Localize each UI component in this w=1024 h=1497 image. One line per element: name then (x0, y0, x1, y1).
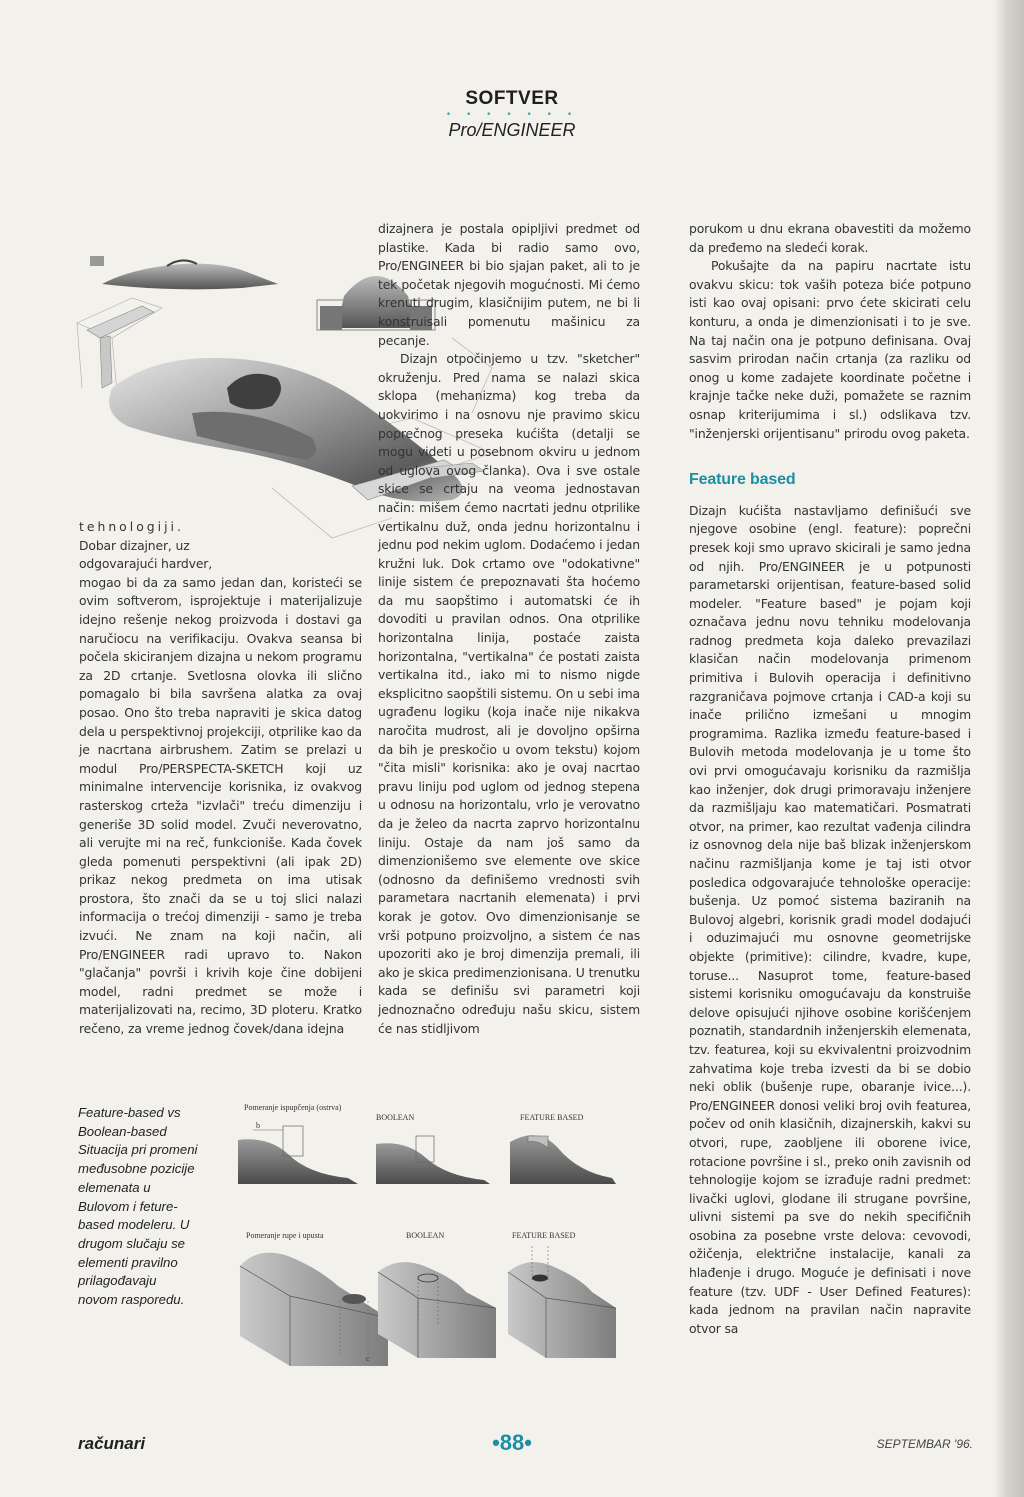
row1-mark: b (256, 1121, 260, 1130)
column1-line-2: Dobar dizajner, uz (79, 537, 190, 553)
article-column-2 (378, 220, 640, 1038)
row1-title: Pomeranje ispupčenja (ostrva) (244, 1103, 342, 1112)
page-edge-shadow (994, 0, 1024, 1497)
column1-body: mogao bi da za samo jedan dan, koristeći se ovim softverom, isprojektuje i materijalizuje idejno rešenje nekog proizvoda i dostavi ga naručiocu na verifikaciju. Ovakva seansa bi počela skiciranjem dizajna u nekom programu za 2D crtanje. Svetlosna olovka ili slično pomagalo bi bila savršena alatka za ovaj posao. Ono što treba napraviti je skica datog dela u perspektivnoj projekciji, otprilike kao da je nacrtana airbrushem. Zatim se prelazi u modul Pro/PERSPECTA-SKETCH koji uz minimalne intervencije korisnika, iz ovakvog rasterskog crteža "izvlači" treću dimenziju i generiše 3D solid model. Zvuči neverovatno, ali verujte mi na reč, funkcioniše. Kada čovek gleda pomenuti perspektivni (ali ipak 2D) prikaz nekog predmeta on ima utisak prostora, što znači da se u toj slici nalazi informacija o trećoj dimenziji - samo je treba izvući. Ne znam na koji način, ali Pro/ENGINEER radi upravo to. Nakon "glačanja" površi i krivih koje čine dobijeni model, radni predmet se može i materijalizovati na, recimo, 3D ploteru. Kratko rečeno, za vreme jednog čovek/dana idejna (79, 574, 362, 1037)
col-boolean-label-1: BOOLEAN (376, 1113, 415, 1122)
col-boolean-label-2: BOOLEAN (406, 1231, 445, 1240)
page-number: •88• (492, 1430, 532, 1455)
section-subtitle: Pro/ENGINEER (448, 120, 576, 140)
article-column-3 (689, 220, 971, 1338)
section-dots: • • • • • • • (445, 110, 579, 120)
feature-vs-boolean-diagram (228, 1096, 620, 1386)
col-feature-label-2: FEATURE BASED (512, 1231, 576, 1240)
column2-paragraph-2: Dizajn otpočinjemo u tzv. "sketcher" okruženju. Pred nama se nalazi skica sklopa (mehanizma) kog treba da uokvirimo i na osnovu nje pravimo skicu poprečnog preseka kućišta (detalji se mogu videti u posebnom okviru u jednom od uglova ovog članka). Ova i sve ostale skice se crtaju na veoma jednostavan način: mišem ćemo nacrtati jednu otprilike vertikalnu duž, onda jednu horizontalnu i jednu pod nekim uglom. Dodaćemo i jedan kružni luk. Dok crtamo ove "odokativne" linije sistem će prepoznavati šta hoćemo da mu saopštimo i automatski će ih dovoditi u pravilan odnos. Ona otprilike horizontalna linija, postaće zaista horizontalna, "vertikalna" će postati zaista vertikalna itd., iako mi to nismo nigde eksplicitno saopštili sistemu. On u sebi ima ugrađenu logiku (koja inače nije nikakva naročita mudrost, ali je dovoljno opširna da bih je preskočio u ovom tekstu) kojom "čita misli" korisnika: ako je ovaj nacrtao pravu liniju pod uglom od jednog stepena u odnosu na horizontalu, vrlo je verovatno da je želeo da nacrta zaprvo horizontalnu liniju. Ostaje da nam još samo da dimenzionišemo sve elemente ove skice (odnosno da definišemo vrednosti svih parametara nacrtanih elemenata) i prvi korak je gotov. Ovo dimenzionisanje se vrši potpuno proizvoljno, a sistem će nas upozoriti ako je broj dimenzija premali, ili ako je skica predimenzionisana. U trenutku kada se definišu svi parametri koji jednoznačno određuju našu skicu, sistem će nas stidljivom (378, 351, 640, 1036)
row2-mark: c (366, 1354, 370, 1363)
row2-boolean (378, 1262, 496, 1358)
car-side-view (90, 256, 278, 289)
column1-line-3: odgovarajući hardver, (79, 556, 213, 572)
column3-paragraph-2: Pokušajte da na papiru nacrtate istu ovakvu skicu: tok vaših poteza biće potpuno isti kao ovaj opisani: prvo ćete skicirati celu konturu, a onda je dimenzionisati i to je sve. Na taj način ona je potpuno definisana. Ovaj sasvim prirodan način crtanja (za razliku od onog u kome zadajete koordinate početne i krajnje tačke neke duži, pomažete se raznim osnap kriterijumima i sl.) odslikava tzv. "inženjerski orijentisanu" prirodu ovog paketa. (689, 258, 971, 441)
row1-feature (510, 1135, 616, 1184)
column2-paragraph-1: dizajnera je postala opipljivi predmet od plastike. Kada bi radio samo ovo, Pro/ENGINEER bi bio sjajan paket, ali to je tek početak njegovih mogućnosti. Mi ćemo krenuti drugim, klasičnijim putem, ne bi li konstruisali pomenutu mašinicu za pecanje. (378, 221, 640, 348)
column3-paragraph-1: porukom u dnu ekrana obavestiti da možemo da pređemo na sledeći korak. (689, 221, 971, 255)
row2-title: Pomeranje rupe i upusta (246, 1231, 324, 1240)
article-column-1 (79, 518, 362, 1039)
section-title: SOFTVER (465, 88, 559, 109)
feature-based-heading: Feature based (689, 471, 796, 489)
figure-caption: Feature-based vs Boolean-based Situacija pri promeni međusobne pozicije elemenata u Bulovom i feture-based modeleru. U drugom slučaju se elementi pravilno prilagođavaju novom rasporedu. (78, 1105, 198, 1308)
issue-date: SEPTEMBAR '96. (876, 1437, 973, 1451)
row1-boolean (376, 1136, 490, 1184)
magazine-name: računari (78, 1434, 146, 1453)
row2-feature (508, 1246, 616, 1358)
col-feature-label-1: FEATURE BASED (520, 1113, 584, 1122)
row1-original (238, 1126, 358, 1184)
column3-paragraph-3: Dizajn kućišta nastavljamo definišući sve njegove osobine (engl. feature): poprečni presek koji smo upravo skicirali je samo jedna od njih. Pro/ENGINEER je u potpunosti parametarski orijentisan, feature-based solid modeler. "Feature based" je pojam koji označava jednu novu tehniku modelovanja radnog predmeta koja daleko prevazilazi klasičan način modelovanja primenom primitiva i Bulovih operacija i definitivno razgraničava pojmove crtanja i CAD-a koji su inače prilično izmešani u mnogim programima. Razlika između feature-based i Bulovih metoda modelovanja je u tome što ovi prvi omogućavaju korisniku da razmišlja kao inženjer, dok drugi primoravaju inženjere da razmišljaju kao matematičari. Posmatrati otvor, na primer, kao rezultat vađenja cilindra iz osnovnog dela nije baš blizak inženjerskom načinu razmišljanja kome je taj isti otvor posledica odgovarajuće tehnološke operacije: bušenja. Uz pomoć sistema baziranih na Bulovoj algebri, korisnik gradi model dodajući i oduzimajući mu osnovne geometrijske objekte (primitive): cilindre, kvadre, kupe, toruse... Nasuprot tome, feature-based sistemi korisniku omogućavaju da konstruiše delove opisujući njihove osobine korišćenjem poznatih, standardnih inženjerskih elemenata, tzv. featurea, koji su ekvivalentni proizvodnim zahvatima koje treba izvesti da bi se dobio neki oblik (bušenje rupe, obaranje ivice...). Pro/ENGINEER donosi veliki broj ovih featurea, počev od onih klasičnih, dizajnerskih, kakvi su otvori, rupe, zaobljene ili oborene ivice, rotacione površine i sl., preko onih zavisnih od tehnologije kojom se izrađuje radni predmet: livački uglovi, glodane ili strugane površine, ulivni sistemi pa sve do nekih specifičnih osobina za posebne vrste delova: cevovodi, ožičenja, električne instalacije, kanali za hlađenje i drugo. Moguće je definisati i nove feature (tzv. UDF - User Defined Features): kada jednom na pravilan način napravite otvor sa (689, 502, 971, 1336)
row2-original (240, 1253, 388, 1366)
column1-line-1: tehnologiji. (79, 519, 184, 534)
